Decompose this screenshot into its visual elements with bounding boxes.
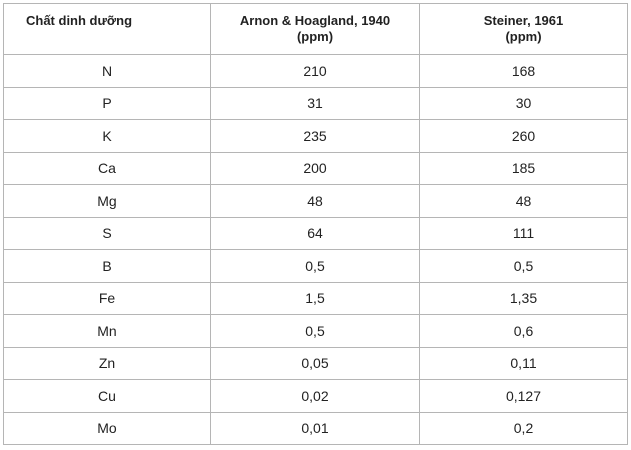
cell-arnon-hoagland: 0,5 <box>211 250 420 283</box>
cell-steiner: 1,35 <box>420 282 628 315</box>
cell-nutrient: P <box>4 87 211 120</box>
column-header-line: Chất dinh dưỡng <box>26 13 133 28</box>
column-header-line: Steiner, 1961 <box>483 13 564 28</box>
cell-nutrient: N <box>4 55 211 88</box>
cell-arnon-hoagland: 0,01 <box>211 412 420 445</box>
cell-arnon-hoagland: 0,5 <box>211 315 420 348</box>
cell-nutrient: Mn <box>4 315 211 348</box>
cell-steiner: 168 <box>420 55 628 88</box>
table-row <box>4 87 628 120</box>
cell-nutrient: Fe <box>4 282 211 315</box>
cell-nutrient: Ca <box>4 152 211 185</box>
column-header-unit: (ppm) <box>296 29 334 44</box>
column-header-nutrient <box>4 4 211 55</box>
table-row <box>4 185 628 218</box>
cell-steiner: 0,2 <box>420 412 628 445</box>
cell-nutrient: K <box>4 120 211 153</box>
cell-steiner: 0,6 <box>420 315 628 348</box>
cell-nutrient: Cu <box>4 380 211 413</box>
column-header-arnon-hoagland <box>211 4 420 55</box>
table-row <box>4 120 628 153</box>
cell-steiner: 0,11 <box>420 347 628 380</box>
cell-nutrient: Zn <box>4 347 211 380</box>
cell-arnon-hoagland: 64 <box>211 217 420 250</box>
table-row <box>4 347 628 380</box>
cell-nutrient: S <box>4 217 211 250</box>
table-row <box>4 282 628 315</box>
nutrient-table <box>3 3 628 445</box>
cell-arnon-hoagland: 1,5 <box>211 282 420 315</box>
table-row <box>4 55 628 88</box>
table-row <box>4 217 628 250</box>
table-row <box>4 250 628 283</box>
cell-nutrient: Mo <box>4 412 211 445</box>
cell-arnon-hoagland: 210 <box>211 55 420 88</box>
table-row <box>4 152 628 185</box>
cell-arnon-hoagland: 0,05 <box>211 347 420 380</box>
cell-steiner: 30 <box>420 87 628 120</box>
cell-steiner: 111 <box>420 217 628 250</box>
cell-steiner: 48 <box>420 185 628 218</box>
table-row <box>4 412 628 445</box>
cell-steiner: 260 <box>420 120 628 153</box>
column-header-line: Arnon & Hoagland, 1940 <box>239 13 391 28</box>
column-header-unit: (ppm) <box>505 29 542 44</box>
table-body <box>4 55 628 445</box>
cell-nutrient: Mg <box>4 185 211 218</box>
cell-arnon-hoagland: 235 <box>211 120 420 153</box>
cell-arnon-hoagland: 48 <box>211 185 420 218</box>
table-row <box>4 380 628 413</box>
table-row <box>4 315 628 348</box>
table-header <box>4 4 628 55</box>
cell-steiner: 0,127 <box>420 380 628 413</box>
cell-arnon-hoagland: 31 <box>211 87 420 120</box>
cell-steiner: 185 <box>420 152 628 185</box>
cell-arnon-hoagland: 200 <box>211 152 420 185</box>
header-row <box>4 4 628 55</box>
cell-steiner: 0,5 <box>420 250 628 283</box>
column-header-steiner <box>420 4 628 55</box>
cell-nutrient: B <box>4 250 211 283</box>
cell-arnon-hoagland: 0,02 <box>211 380 420 413</box>
